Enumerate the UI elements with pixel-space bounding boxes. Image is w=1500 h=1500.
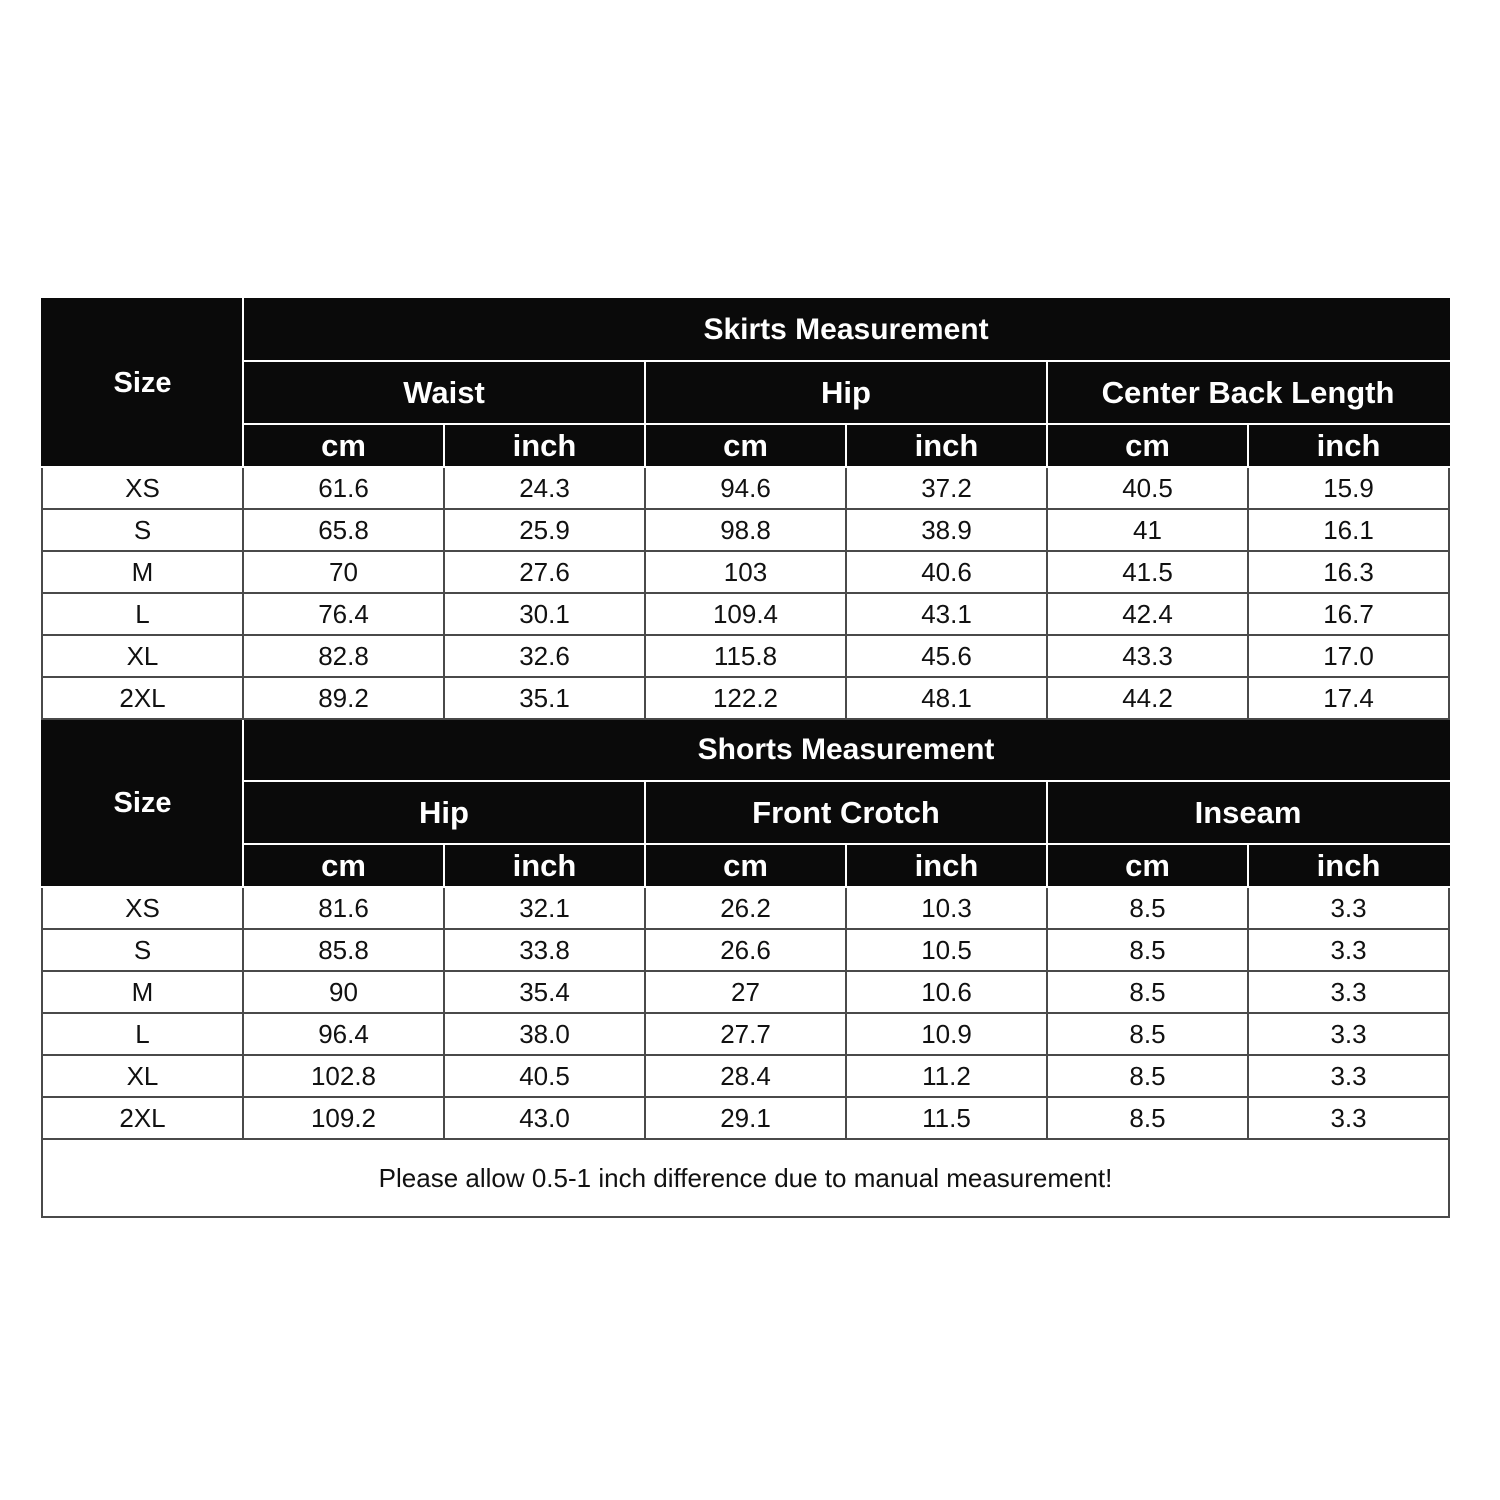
- unit-row: [42, 844, 1449, 887]
- value-cell: 17.0: [1248, 635, 1449, 677]
- value-cell: 8.5: [1047, 929, 1248, 971]
- unit-header: cm: [243, 844, 444, 887]
- value-cell: 35.1: [444, 677, 645, 719]
- measurement-group-header: Hip: [243, 781, 645, 844]
- table-row: [42, 887, 1449, 929]
- size-chart-table: [41, 298, 1450, 1218]
- unit-header: cm: [645, 844, 846, 887]
- size-cell: S: [42, 509, 243, 551]
- value-cell: 10.5: [846, 929, 1047, 971]
- table-row: [42, 1097, 1449, 1139]
- size-header: Size: [42, 719, 243, 887]
- value-cell: 25.9: [444, 509, 645, 551]
- value-cell: 41.5: [1047, 551, 1248, 593]
- value-cell: 28.4: [645, 1055, 846, 1097]
- unit-header: cm: [1047, 844, 1248, 887]
- table-row: [42, 1013, 1449, 1055]
- value-cell: 11.5: [846, 1097, 1047, 1139]
- value-cell: 16.1: [1248, 509, 1449, 551]
- table-row: [42, 971, 1449, 1013]
- value-cell: 16.7: [1248, 593, 1449, 635]
- value-cell: 3.3: [1248, 887, 1449, 929]
- value-cell: 24.3: [444, 467, 645, 509]
- table-row: [42, 551, 1449, 593]
- value-cell: 3.3: [1248, 929, 1449, 971]
- value-cell: 102.8: [243, 1055, 444, 1097]
- unit-row: [42, 424, 1449, 467]
- value-cell: 26.6: [645, 929, 846, 971]
- value-cell: 8.5: [1047, 1097, 1248, 1139]
- size-cell: 2XL: [42, 1097, 243, 1139]
- value-cell: 27.7: [645, 1013, 846, 1055]
- value-cell: 44.2: [1047, 677, 1248, 719]
- value-cell: 122.2: [645, 677, 846, 719]
- value-cell: 115.8: [645, 635, 846, 677]
- size-cell: XS: [42, 887, 243, 929]
- table-row: [42, 635, 1449, 677]
- value-cell: 26.2: [645, 887, 846, 929]
- value-cell: 27.6: [444, 551, 645, 593]
- value-cell: 8.5: [1047, 887, 1248, 929]
- value-cell: 10.9: [846, 1013, 1047, 1055]
- value-cell: 94.6: [645, 467, 846, 509]
- measurement-group-header: Center Back Length: [1047, 361, 1449, 424]
- value-cell: 96.4: [243, 1013, 444, 1055]
- value-cell: 85.8: [243, 929, 444, 971]
- value-cell: 70: [243, 551, 444, 593]
- value-cell: 37.2: [846, 467, 1047, 509]
- measurement-group-header: Inseam: [1047, 781, 1449, 844]
- value-cell: 10.3: [846, 887, 1047, 929]
- value-cell: 109.4: [645, 593, 846, 635]
- section-title-row: [42, 299, 1449, 361]
- size-cell: M: [42, 971, 243, 1013]
- value-cell: 3.3: [1248, 1013, 1449, 1055]
- value-cell: 81.6: [243, 887, 444, 929]
- value-cell: 38.0: [444, 1013, 645, 1055]
- table-row: [42, 509, 1449, 551]
- table-row: [42, 467, 1449, 509]
- table-row: [42, 677, 1449, 719]
- unit-header: inch: [846, 844, 1047, 887]
- value-cell: 3.3: [1248, 1097, 1449, 1139]
- unit-header: cm: [1047, 424, 1248, 467]
- unit-header: cm: [243, 424, 444, 467]
- unit-header: inch: [444, 424, 645, 467]
- value-cell: 16.3: [1248, 551, 1449, 593]
- size-header: Size: [42, 299, 243, 467]
- value-cell: 35.4: [444, 971, 645, 1013]
- value-cell: 32.6: [444, 635, 645, 677]
- value-cell: 103: [645, 551, 846, 593]
- value-cell: 30.1: [444, 593, 645, 635]
- value-cell: 38.9: [846, 509, 1047, 551]
- value-cell: 65.8: [243, 509, 444, 551]
- measurement-group-row: [42, 361, 1449, 424]
- value-cell: 8.5: [1047, 1055, 1248, 1097]
- value-cell: 27: [645, 971, 846, 1013]
- size-cell: 2XL: [42, 677, 243, 719]
- value-cell: 33.8: [444, 929, 645, 971]
- value-cell: 3.3: [1248, 1055, 1449, 1097]
- value-cell: 42.4: [1047, 593, 1248, 635]
- size-cell: XL: [42, 1055, 243, 1097]
- unit-header: inch: [1248, 424, 1449, 467]
- value-cell: 48.1: [846, 677, 1047, 719]
- measurement-group-header: Waist: [243, 361, 645, 424]
- value-cell: 11.2: [846, 1055, 1047, 1097]
- unit-header: inch: [444, 844, 645, 887]
- value-cell: 43.1: [846, 593, 1047, 635]
- table-row: [42, 593, 1449, 635]
- value-cell: 3.3: [1248, 971, 1449, 1013]
- table-row: [42, 1055, 1449, 1097]
- value-cell: 29.1: [645, 1097, 846, 1139]
- value-cell: 98.8: [645, 509, 846, 551]
- size-cell: S: [42, 929, 243, 971]
- value-cell: 10.6: [846, 971, 1047, 1013]
- value-cell: 17.4: [1248, 677, 1449, 719]
- value-cell: 109.2: [243, 1097, 444, 1139]
- value-cell: 82.8: [243, 635, 444, 677]
- value-cell: 15.9: [1248, 467, 1449, 509]
- size-cell: L: [42, 593, 243, 635]
- section-title: Shorts Measurement: [243, 719, 1449, 781]
- unit-header: inch: [1248, 844, 1449, 887]
- value-cell: 8.5: [1047, 1013, 1248, 1055]
- measurement-group-header: Front Crotch: [645, 781, 1047, 844]
- size-cell: L: [42, 1013, 243, 1055]
- value-cell: 8.5: [1047, 971, 1248, 1013]
- value-cell: 40.5: [444, 1055, 645, 1097]
- size-cell: M: [42, 551, 243, 593]
- value-cell: 43.3: [1047, 635, 1248, 677]
- section-title: Skirts Measurement: [243, 299, 1449, 361]
- value-cell: 89.2: [243, 677, 444, 719]
- size-cell: XS: [42, 467, 243, 509]
- value-cell: 40.6: [846, 551, 1047, 593]
- value-cell: 61.6: [243, 467, 444, 509]
- unit-header: cm: [645, 424, 846, 467]
- table-row: [42, 929, 1449, 971]
- value-cell: 41: [1047, 509, 1248, 551]
- unit-header: inch: [846, 424, 1047, 467]
- value-cell: 40.5: [1047, 467, 1248, 509]
- measurement-group-header: Hip: [645, 361, 1047, 424]
- value-cell: 43.0: [444, 1097, 645, 1139]
- value-cell: 76.4: [243, 593, 444, 635]
- value-cell: 90: [243, 971, 444, 1013]
- section-title-row: [42, 719, 1449, 781]
- value-cell: 32.1: [444, 887, 645, 929]
- size-cell: XL: [42, 635, 243, 677]
- note-row: [42, 1139, 1449, 1217]
- measurement-note: Please allow 0.5-1 inch difference due to manual measurement!: [42, 1139, 1449, 1217]
- value-cell: 45.6: [846, 635, 1047, 677]
- measurement-group-row: [42, 781, 1449, 844]
